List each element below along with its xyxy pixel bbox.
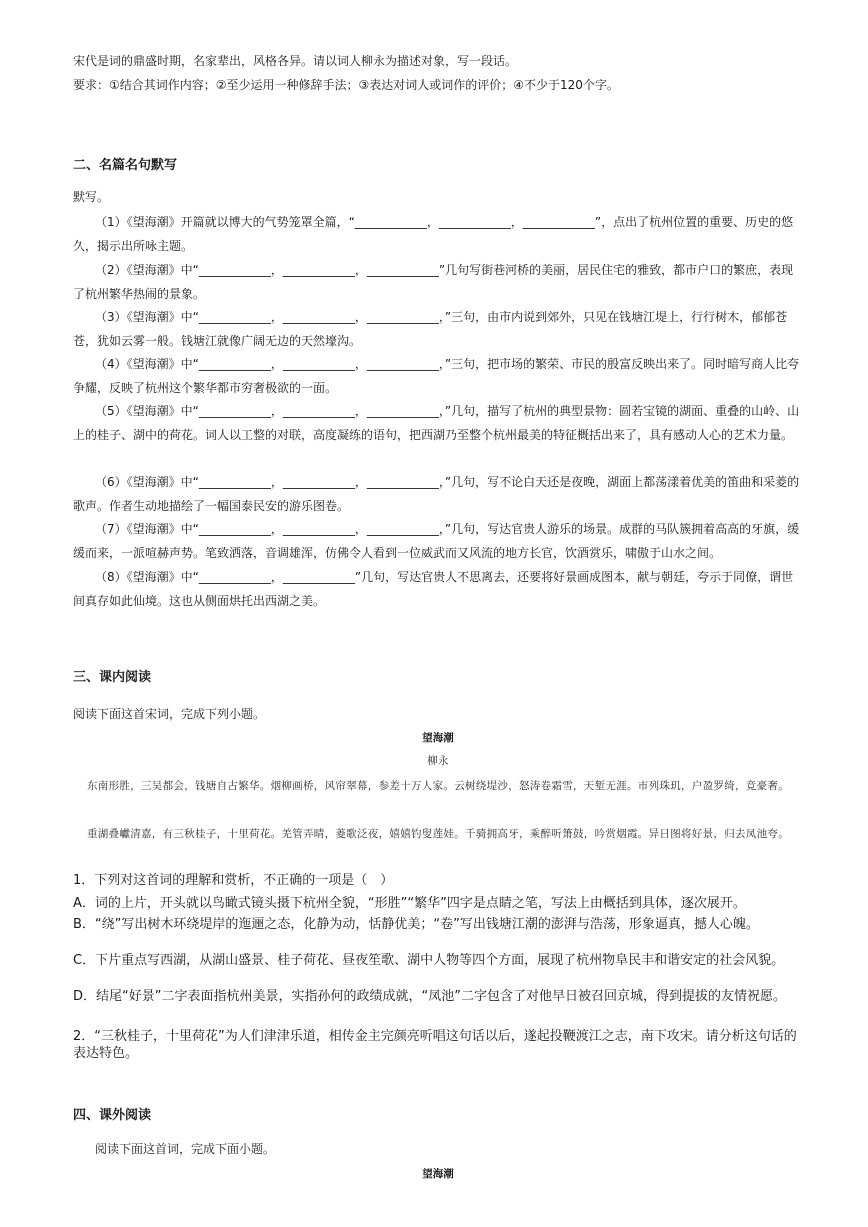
fill-item-5: （5）《望海潮》中“____________，____________，____________，”几句，描写了杭州的典型景物：圆若宝镜的湖面、重叠的山岭、山上的桂子、湖中的荷花。词人以工整的对联，高度凝练的语句，把西湖乃至整个杭州最美的特征概括出来了，具有感动人心的艺术力量。 <box>73 404 800 442</box>
fill-item-2: （2）《望海潮》中“____________，____________，____________”几句写街巷河桥的美丽，居民住宅的雅致，都市户口的繁庶，表现了杭州繁华热闹的景象。 <box>73 263 794 301</box>
question-1-stem: 1．下列对这首词的理解和赏析，不正确的一项是（ ） <box>73 873 394 888</box>
fill-item-1: （1）《望海潮》开篇就以博大的气势笼罩全篇，“____________，____________，____________”，点出了杭州位置的重要、历史的悠久，揭示出所咏主题。 <box>73 215 794 253</box>
question-1-option-b: B．“绕”写出树木环绕堤岸的迤逦之态，化静为动，恬静优美；“卷”写出钱塘江潮的澎湃与浩荡，形象逼真，撼人心魄。 <box>73 917 759 932</box>
poem-stanza-1: 东南形胜，三吴都会，钱塘自古繁华。烟柳画桥，风帘翠幕，参差十万人家。云树绕堤沙，怒涛卷霜雪，天堑无涯。市列珠玑，户盈罗绮，竞豪奢。 <box>87 780 789 792</box>
section-4-heading: 四、课外阅读 <box>73 1108 152 1123</box>
fill-item-7: （7）《望海潮》中“____________，____________，____________，”几句，写达官贵人游乐的场景。成群的马队簇拥着高高的牙旗，缓缓而来，一派喧赫声势。笔致洒落，音调雄浑，仿佛令人看到一位威武而又风流的地方长官，饮酒赏乐，啸傲于山水之间。 <box>73 522 800 560</box>
section-4-poem-title: 望海潮 <box>422 1168 454 1180</box>
fill-item-8: （8）《望海潮》中“____________，____________”几句，写达官贵人不思离去，还要将好景画成图本，献与朝廷，夸示于同僚，谓世间真存如此仙境。这也从侧面烘托出西湖之美。 <box>73 570 794 608</box>
poem-title: 望海潮 <box>422 732 454 744</box>
question-1-option-a: A．词的上片，开头就以鸟瞰式镜头摄下杭州全貌，“形胜”“繁华”四字是点睛之笔，写法上由概括到具体，逐次展开。 <box>73 896 746 911</box>
section-2-heading: 二、名篇名句默写 <box>73 158 178 173</box>
question-1-option-d: D．结尾“好景”二字表面指杭州美景，实指孙何的政绩成就，“凤池”二字包含了对他早日被召回京城，得到提拔的友情祝愿。 <box>73 989 786 1004</box>
section-4-instruction: 阅读下面这首词，完成下面小题。 <box>95 1142 276 1156</box>
fill-item-6: （6）《望海潮》中“____________，____________，____________，”几句，写不论白天还是夜晚，湖面上都荡漾着优美的笛曲和采菱的歌声。作者生动地描绘了一幅国泰民安的游乐图卷。 <box>73 475 800 513</box>
section-3-heading: 三、课内阅读 <box>73 670 152 685</box>
poem-author: 柳永 <box>427 755 449 767</box>
intro-line-2: 要求：①结合其词作内容；②至少运用一种修辞手法；③表达对词人或词作的评价；④不少于120个字。 <box>73 78 619 92</box>
question-1-option-c: C．下片重点写西湖，从湖山盛景、桂子荷花、昼夜笙歌、湖中人物等四个方面，展现了杭州物阜民丰和谐安定的社会风貌。 <box>73 953 785 968</box>
poem-stanza-2: 重湖叠巘清嘉，有三秋桂子，十里荷花。羌管弄晴，菱歌泛夜，嬉嬉钓叟莲娃。千骑拥高牙，乘醉听箫鼓，吟赏烟霞。异日图将好景，归去凤池夸。 <box>87 828 789 840</box>
fill-item-4: （4）《望海潮》中“____________，____________，____________，”三句，把市场的繁荣、市民的殷富反映出来了。同时暗写商人比夸争耀，反映了杭州这个繁华都市穷奢极欲的一面。 <box>73 357 800 395</box>
intro-line-1: 宋代是词的鼎盛时期，名家辈出，风格各异。请以词人柳永为描述对象，写一段话。 <box>73 54 518 68</box>
section-3-instruction: 阅读下面这首宋词，完成下列小题。 <box>73 707 266 721</box>
fill-item-3: （3）《望海潮》中“____________，____________，____________，”三句，由市内说到郊外，只见在钱塘江堤上，行行树木，郁郁苍苍，犹如云雾一般。钱塘江就像广阔无边的天然壕沟。 <box>73 310 788 348</box>
question-2: 2．“三秋桂子，十里荷花”为人们津津乐道，相传金主完颜亮听唱这句话以后，遂起投鞭渡江之志，南下攻宋。请分析这句话的表达特色。 <box>73 1029 797 1061</box>
section-2-instruction: 默写。 <box>73 190 110 204</box>
